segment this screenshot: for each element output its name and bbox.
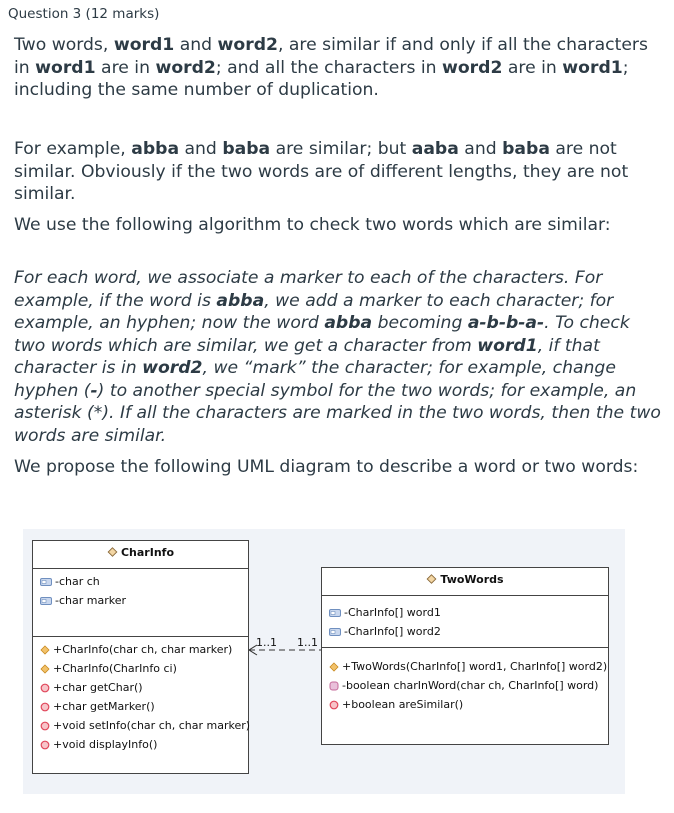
- bold-span: baba: [502, 139, 550, 159]
- text-span: For each word, we associate a marker to each of the characters. For example, if the word is: [14, 268, 603, 311]
- bold-span: word1: [562, 57, 623, 78]
- uml-diagram: [23, 529, 625, 794]
- bold-span: a-b-b-a-: [467, 313, 545, 333]
- method-row: [33, 640, 248, 659]
- method-row: [33, 697, 248, 716]
- constructor-icon: [40, 664, 50, 674]
- text-span: becoming: [372, 313, 468, 333]
- text-span: are in: [502, 57, 563, 78]
- text-span: For example,: [14, 139, 132, 159]
- attribute-row: [33, 572, 248, 591]
- class-icon: [107, 547, 118, 557]
- text-span: and: [179, 139, 223, 159]
- text-span: are in: [95, 57, 156, 78]
- text-span: and: [458, 139, 503, 159]
- bold-span: word2: [442, 57, 503, 78]
- field-icon: [40, 577, 52, 587]
- class-charinfo-attributes: [33, 569, 248, 637]
- text-span: , if that character is in: [14, 335, 600, 378]
- attribute-row: [33, 591, 248, 610]
- method-label: +void setInfo(char ch, char marker): [53, 719, 251, 732]
- class-icon: [426, 574, 437, 584]
- text-span: . To check two words which are similar, we get a character from: [14, 313, 630, 356]
- paragraph-uml-intro: We propose the following UML diagram to describe a word or two words:: [14, 457, 639, 477]
- bold-span: word1: [477, 335, 538, 356]
- constructor-icon: [329, 662, 339, 672]
- class-charinfo[interactable]: [32, 540, 249, 774]
- bold-span: -: [90, 380, 98, 401]
- bold-span: abba: [324, 313, 373, 333]
- method-row: [33, 659, 248, 678]
- question-header: Question 3 (12 marks): [8, 6, 160, 22]
- class-twowords-name: TwoWords: [440, 573, 504, 586]
- text-span: are similar; but: [270, 139, 412, 159]
- bold-span: abba: [216, 290, 265, 311]
- text-span: are not similar. Obviously if the two words are of different lengths, they are not similar.: [14, 139, 629, 204]
- attribute-row: [322, 603, 608, 622]
- method-label: +char getChar(): [53, 681, 143, 694]
- public-method-icon: [329, 700, 339, 710]
- method-label: +boolean areSimilar(): [342, 698, 464, 711]
- field-icon: [40, 596, 52, 606]
- attribute-row: [322, 622, 608, 641]
- public-method-icon: [40, 721, 50, 731]
- attribute-label: -CharInfo[] word2: [344, 625, 441, 638]
- text-span: Two words,: [14, 35, 114, 55]
- multiplicity-left: 1..1: [256, 636, 277, 649]
- method-label: +TwoWords(CharInfo[] word1, CharInfo[] word2): [342, 660, 608, 673]
- method-label: +CharInfo(CharInfo ci): [53, 662, 177, 675]
- method-label: +CharInfo(char ch, char marker): [53, 643, 233, 656]
- attribute-label: -char ch: [55, 575, 100, 588]
- public-method-icon: [40, 683, 50, 693]
- text-span: , are similar if and only if all the characters in: [14, 35, 648, 78]
- multiplicity-right: 1..1: [297, 636, 318, 649]
- attribute-label: -char marker: [55, 594, 126, 607]
- field-icon: [329, 608, 341, 618]
- paragraph-algorithm: [14, 267, 664, 447]
- text-span: ; and all the characters in: [215, 57, 442, 78]
- paragraph-algorithm-intro: We use the following algorithm to check two words which are similar:: [14, 215, 611, 235]
- method-row: [33, 678, 248, 697]
- text-span: , we add a marker to each character; for example, an hyphen; now the word: [14, 290, 614, 333]
- method-row: [322, 657, 608, 676]
- bold-span: word2: [155, 57, 216, 78]
- bold-span: word1: [113, 35, 175, 55]
- method-label: -boolean charInWord(char ch, CharInfo[] word): [342, 679, 599, 692]
- field-icon: [329, 627, 341, 637]
- class-charinfo-methods: [33, 637, 251, 754]
- method-row: [33, 735, 248, 754]
- constructor-icon: [40, 645, 50, 655]
- method-label: +char getMarker(): [53, 700, 155, 713]
- bold-span: word2: [217, 35, 278, 55]
- class-twowords-methods: [322, 648, 608, 714]
- private-method-icon: [329, 681, 339, 691]
- paragraph-definition: [14, 34, 664, 102]
- paragraph-example: [14, 138, 664, 206]
- class-twowords[interactable]: [321, 567, 609, 745]
- bold-span: aaba: [411, 139, 459, 159]
- method-row: [33, 716, 251, 735]
- class-twowords-attributes: [322, 596, 608, 648]
- bold-span: word2: [142, 358, 203, 378]
- attribute-label: -CharInfo[] word1: [344, 606, 441, 619]
- class-charinfo-header: [33, 541, 248, 569]
- method-label: +void displayInfo(): [53, 738, 158, 751]
- method-row: [322, 676, 608, 695]
- public-method-icon: [40, 702, 50, 712]
- class-charinfo-name: CharInfo: [120, 546, 175, 559]
- method-row: [322, 695, 608, 714]
- text-span: and: [174, 35, 218, 55]
- bold-span: abba: [131, 139, 180, 159]
- public-method-icon: [40, 740, 50, 750]
- class-twowords-header: [322, 568, 608, 596]
- text-span: ; including the same number of duplication.: [14, 57, 629, 100]
- text-span: ) to another special symbol for the two words; for example, an asterisk (*). If all the characters are marked in the two words, then the two words are similar.: [14, 380, 661, 446]
- text-span: , we “mark” the character; for example, change hyphen (: [14, 358, 616, 401]
- bold-span: baba: [222, 139, 271, 159]
- bold-span: word1: [35, 57, 96, 78]
